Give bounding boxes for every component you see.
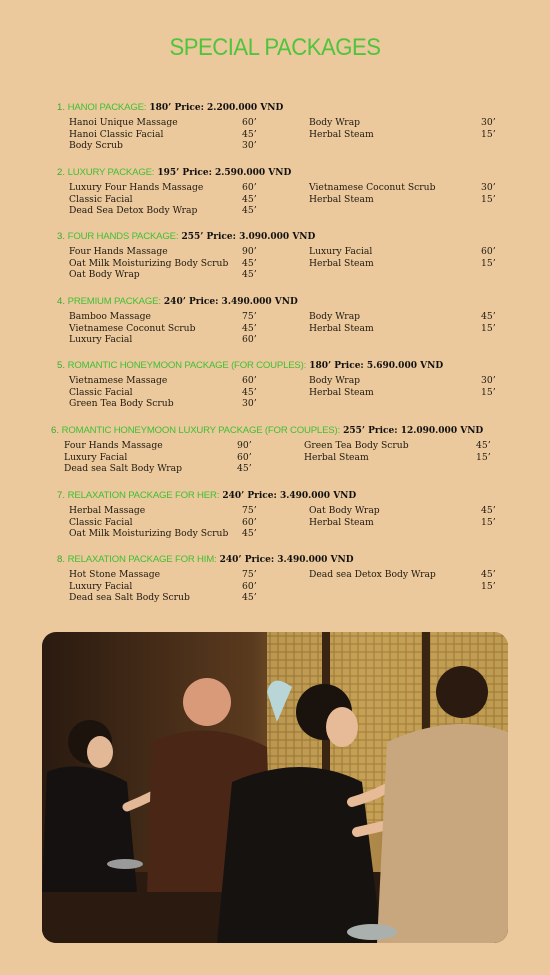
- treatment-duration: 15’: [481, 516, 496, 528]
- package-name: PREMIUM PACKAGE:: [67, 296, 161, 307]
- treatment-duration: 30’: [242, 140, 257, 151]
- treatment-duration: 75’: [242, 569, 257, 580]
- treatment-name: Four Hands Massage: [64, 440, 163, 451]
- package-price: 180’ Price: 5.690.000 VND: [306, 361, 444, 371]
- treatment-duration: 45’: [242, 592, 257, 603]
- package-name: RELAXATION PACKAGE FOR HER:: [67, 490, 220, 501]
- package-number: 3.: [57, 231, 68, 242]
- treatment-duration: 45’: [242, 257, 257, 269]
- treatment-duration: 60’: [242, 516, 257, 528]
- treatment-name: Dead sea Detox Body Wrap: [309, 569, 436, 580]
- treatment-duration: 30’: [481, 117, 496, 128]
- treatment-duration: 45’: [242, 193, 257, 205]
- package-number: 6.: [51, 425, 62, 436]
- treatment-duration: 45’: [481, 569, 496, 580]
- package-price: 180’ Price: 2.200.000 VND: [146, 103, 284, 113]
- treatment-name: Body Wrap: [309, 375, 361, 386]
- treatment-name: Four Hands Massage: [69, 246, 168, 257]
- package-heading: [51, 425, 483, 436]
- treatment-name: Herbal Steam: [309, 386, 374, 398]
- treatment-duration: 45’: [242, 528, 257, 539]
- package-name: RELAXATION PACKAGE FOR HIM:: [67, 554, 217, 565]
- treatment-duration: 60’: [242, 375, 257, 386]
- package-heading: [57, 167, 291, 178]
- treatment-duration: 45’: [242, 128, 257, 140]
- package-number: 1.: [57, 102, 68, 113]
- treatment-name: Oat Milk Moisturizing Body Scrub: [69, 528, 229, 539]
- treatment-name: Vietnamese Coconut Scrub: [309, 182, 436, 193]
- package-heading: [57, 231, 315, 242]
- package-number: 4.: [57, 296, 68, 307]
- treatment-duration: 60’: [481, 246, 496, 257]
- treatment-name: Herbal Steam: [304, 451, 369, 463]
- treatment-duration: 60’: [242, 117, 257, 128]
- treatment-name: Luxury Four Hands Massage: [69, 182, 204, 193]
- package-price: 240’ Price: 3.490.000 VND: [160, 297, 298, 307]
- package-price: 240’ Price: 3.490.000 VND: [216, 555, 354, 565]
- package-number: 7.: [57, 490, 68, 501]
- package-price: 195’ Price: 2.590.000 VND: [154, 168, 292, 178]
- treatment-duration: 45’: [242, 386, 257, 398]
- treatment-name: Luxury Facial: [309, 246, 373, 257]
- treatment-name: Classic Facial: [69, 516, 133, 528]
- package-heading: [57, 102, 283, 113]
- treatment-name: Herbal Steam: [309, 322, 374, 334]
- treatment-name: Vietnamese Massage: [69, 375, 168, 386]
- treatment-duration: 45’: [476, 440, 491, 451]
- treatment-name: Oat Milk Moisturizing Body Scrub: [69, 257, 229, 269]
- treatment-duration: 60’: [242, 580, 257, 592]
- treatment-duration: 30’: [481, 375, 496, 386]
- treatment-duration: 15’: [481, 193, 496, 205]
- treatment-duration: 15’: [481, 580, 496, 592]
- treatment-duration: 60’: [237, 451, 252, 463]
- treatment-name: Hanoi Classic Facial: [69, 128, 164, 140]
- treatment-name: Classic Facial: [69, 386, 133, 398]
- treatment-name: Luxury Facial: [69, 334, 133, 345]
- package-heading: [57, 360, 443, 371]
- treatment-duration: 75’: [242, 505, 257, 516]
- treatment-name: Hot Stone Massage: [69, 569, 161, 580]
- package-name: ROMANTIC HONEYMOON LUXURY PACKAGE (FOR COUPLES):: [61, 425, 340, 436]
- treatment-name: Body Wrap: [309, 311, 361, 322]
- spa-massage-photo: [42, 632, 508, 943]
- treatment-name: Herbal Steam: [309, 516, 374, 528]
- treatment-name: Vietnamese Coconut Scrub: [69, 322, 196, 334]
- treatment-name: Oat Body Wrap: [309, 505, 380, 516]
- package-number: 5.: [57, 360, 68, 371]
- treatment-duration: 60’: [242, 182, 257, 193]
- package-name: ROMANTIC HONEYMOON PACKAGE (FOR COUPLES):: [67, 360, 307, 371]
- treatment-duration: 45’: [242, 269, 257, 280]
- treatment-duration: 15’: [481, 322, 496, 334]
- treatment-duration: 15’: [481, 257, 496, 269]
- treatment-name: Luxury Facial: [69, 580, 133, 592]
- treatment-name: Dead sea Salt Body Wrap: [64, 463, 183, 474]
- treatment-name: Green Tea Body Scrub: [304, 440, 409, 451]
- page-title: SPECIAL PACKAGES: [169, 34, 381, 61]
- package-heading: [57, 554, 354, 565]
- treatment-name: Oat Body Wrap: [69, 269, 140, 280]
- treatment-duration: 45’: [481, 505, 496, 516]
- treatment-duration: 60’: [242, 334, 257, 345]
- treatment-name: Bamboo Massage: [69, 311, 151, 322]
- package-price: 255’ Price: 12.090.000 VND: [339, 426, 484, 436]
- treatment-name: Herbal Massage: [69, 505, 146, 516]
- package-number: 2.: [57, 167, 68, 178]
- treatment-name: Green Tea Body Scrub: [69, 398, 174, 409]
- treatment-name: Luxury Facial: [64, 451, 128, 463]
- package-heading: [57, 296, 298, 307]
- treatment-duration: 30’: [481, 182, 496, 193]
- treatment-duration: 75’: [242, 311, 257, 322]
- treatment-name: Dead Sea Detox Body Wrap: [69, 205, 198, 216]
- treatment-name: Herbal Steam: [309, 257, 374, 269]
- package-name: HANOI PACKAGE:: [67, 102, 147, 113]
- package-heading: [57, 490, 356, 501]
- treatment-duration: 30’: [242, 398, 257, 409]
- package-price: 255’ Price: 3.090.000 VND: [178, 232, 316, 242]
- treatment-name: Dead sea Salt Body Scrub: [69, 592, 190, 603]
- treatment-duration: 45’: [481, 311, 496, 322]
- treatment-duration: 15’: [481, 128, 496, 140]
- treatment-name: Herbal Steam: [309, 128, 374, 140]
- treatment-name: Body Scrub: [69, 140, 123, 151]
- treatment-name: Body Wrap: [309, 117, 361, 128]
- treatment-name: Classic Facial: [69, 193, 133, 205]
- treatment-duration: 15’: [481, 386, 496, 398]
- treatment-duration: 45’: [242, 322, 257, 334]
- package-number: 8.: [57, 554, 68, 565]
- treatment-duration: 90’: [242, 246, 257, 257]
- treatment-name: Hanoi Unique Massage: [69, 117, 178, 128]
- package-name: LUXURY PACKAGE:: [67, 167, 155, 178]
- treatment-duration: 90’: [237, 440, 252, 451]
- treatment-duration: 45’: [237, 463, 252, 474]
- treatment-duration: 45’: [242, 205, 257, 216]
- treatment-name: Herbal Steam: [309, 193, 374, 205]
- package-name: FOUR HANDS PACKAGE:: [67, 231, 179, 242]
- treatment-duration: 15’: [476, 451, 491, 463]
- package-price: 240’ Price: 3.490.000 VND: [219, 491, 357, 501]
